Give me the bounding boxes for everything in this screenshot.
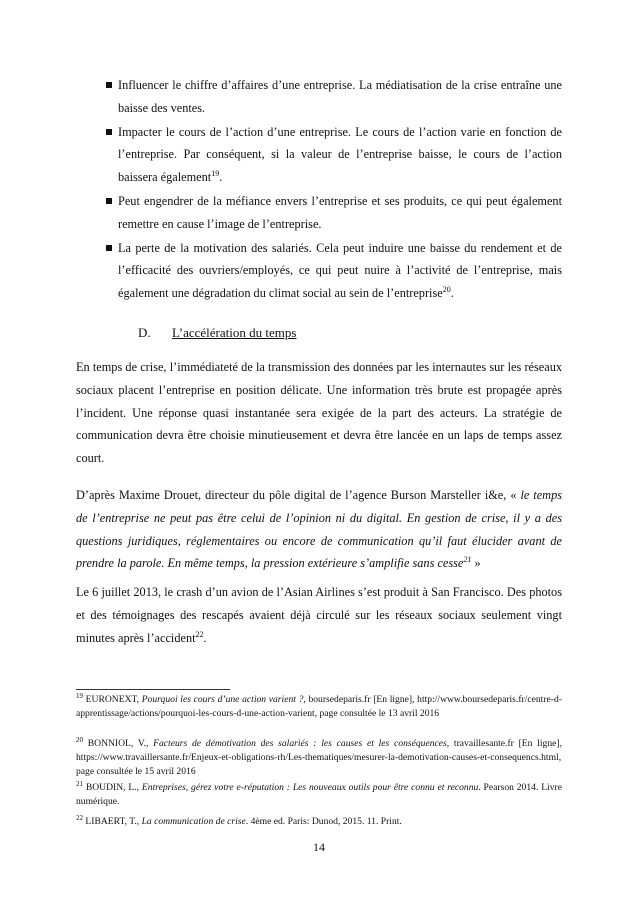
- quote-intro: D’après Maxime Drouet, directeur du pôle digital de l’agence Burson Marsteller i&e, «: [76, 488, 521, 502]
- footnote-ref: 19: [211, 169, 220, 179]
- bullet-list: [118, 74, 562, 306]
- footnote-ref: 22: [195, 629, 204, 639]
- section-title: L’accélération du temps: [172, 325, 297, 340]
- bullet-item: [118, 74, 562, 120]
- footnote-ref: 20: [442, 285, 451, 295]
- bullet-text: La perte de la motivation des salariés. Cela peut induire une baisse du rendement et de l’efficacité des ouvriers/employés, ce qui peut nuire à l’activité de l’entreprise, mais également une dégradation du climat social au sein de l’entreprise: [118, 240, 562, 301]
- paragraph-text: Le 6 juillet 2013, le crash d’un avion de l’Asian Airlines s’est produit à San Francisco. Des photos et des témoignages des rescapés avaient déjà circulé sur les réseaux sociaux seulement vingt minutes après l’accident: [76, 585, 562, 645]
- bullet-item: Impacter le cours de l’action d’une entreprise. Le cours de l’action varie en fonction de l’entreprise. Par conséquent, si la valeur de l’entreprise baisse, le cours de l’action baissera également$^{19}$.: [118, 121, 562, 189]
- paragraph-1: En temps de crise, l’immédiateté de la transmission des données par les internautes sur les réseaux sociaux placent l’entreprise en position délicate. Une information très brute est propagée après l’incident. Une réponse quasi instantanée sera exigée de la part des acteurs. La stratégie de communication devra être choisie minutieusement et devra être lancée en un laps de temps assez court.: [76, 360, 562, 466]
- footnote-21: $^{21}$ BOUDIN, L., Entreprises, gérez votre e-réputation : Les nouveaux outils pour être connu et reconnu. Pearson 2014. Livre numérique.: [76, 779, 562, 807]
- square-bullet-icon: [106, 198, 112, 204]
- square-bullet-icon: [106, 245, 112, 251]
- square-bullet-icon: [106, 129, 112, 135]
- footnote-20: $^{20}$ BONNIOL, V., Facteurs de démotivation des salariés : les causes et les conséquences, travaillesante.fr [En ligne], https://www.travaillersante.fr/Enjeux-et-obligations-rh/Les-thematiques/mesurer-la-demotivation-causes-et-consequencs.html, page consultée le 15 avril 2016: [76, 735, 562, 777]
- footnote-22: $^{22}$ LIBAERT, T., La communication de crise. 4ème ed. Paris: Dunod, 2015. 11. Print.: [76, 813, 402, 827]
- paragraph-2: [76, 484, 562, 575]
- footnote-19: $^{19}$ EURONEXT, Pourquoi les cours d’une action varient ?, boursedeparis.fr [En ligne], http://www.boursedeparis.fr/centre-d-apprentissage/actions/pourquoi-les-cours-d-une-action-varient, page consultée le 13 avril 2016: [76, 691, 562, 719]
- bullet-item: La perte de la motivation des salariés. Cela peut induire une baisse du rendement et de l’efficacité des ouvriers/employés, ce qui peut nuire à l’activité de l’entreprise, mais également une dégradation du climat social au sein de l’entreprise$^{20}$.: [118, 237, 562, 305]
- bullet-text: Peut engendrer de la méfiance envers l’entreprise et ses produits, ce qui peut également remettre en cause l’image de l’entreprise.: [118, 193, 562, 231]
- square-bullet-icon: [106, 82, 112, 88]
- quote-text: le temps de l’entreprise ne peut pas être celui de l’opinion ni du digital. En gestion de crise, il y a des questions juridiques, réglementaires ou encore de communication qu’il faut élucider avant de prendre la parole. En même temps, la pression extérieure s’amplifie sans cesse: [76, 488, 562, 571]
- bullet-text: Impacter le cours de l’action d’une entreprise. Le cours de l’action varie en fonction de l’entreprise. Par conséquent, si la valeur de l’entreprise baisse, le cours de l’action baissera également: [118, 124, 562, 185]
- footnote-ref: 21: [463, 555, 472, 565]
- paragraph-3: Le 6 juillet 2013, le crash d’un avion de l’Asian Airlines s’est produit à San Francisco. Des photos et des témoignages des rescapés avaient déjà circulé sur les réseaux sociaux seulement vingt minutes après l’accident$^{22}$.: [76, 585, 562, 645]
- page-number: 14: [313, 840, 325, 854]
- bullet-text: Influencer le chiffre d’affaires d’une entreprise. La médiatisation de la crise entraîne une baisse des ventes.: [118, 78, 562, 115]
- quote-close: »: [471, 556, 481, 571]
- footnote-separator: [76, 689, 230, 690]
- bullet-item: [118, 190, 562, 236]
- section-heading: [138, 325, 296, 341]
- section-letter: D.: [138, 325, 151, 340]
